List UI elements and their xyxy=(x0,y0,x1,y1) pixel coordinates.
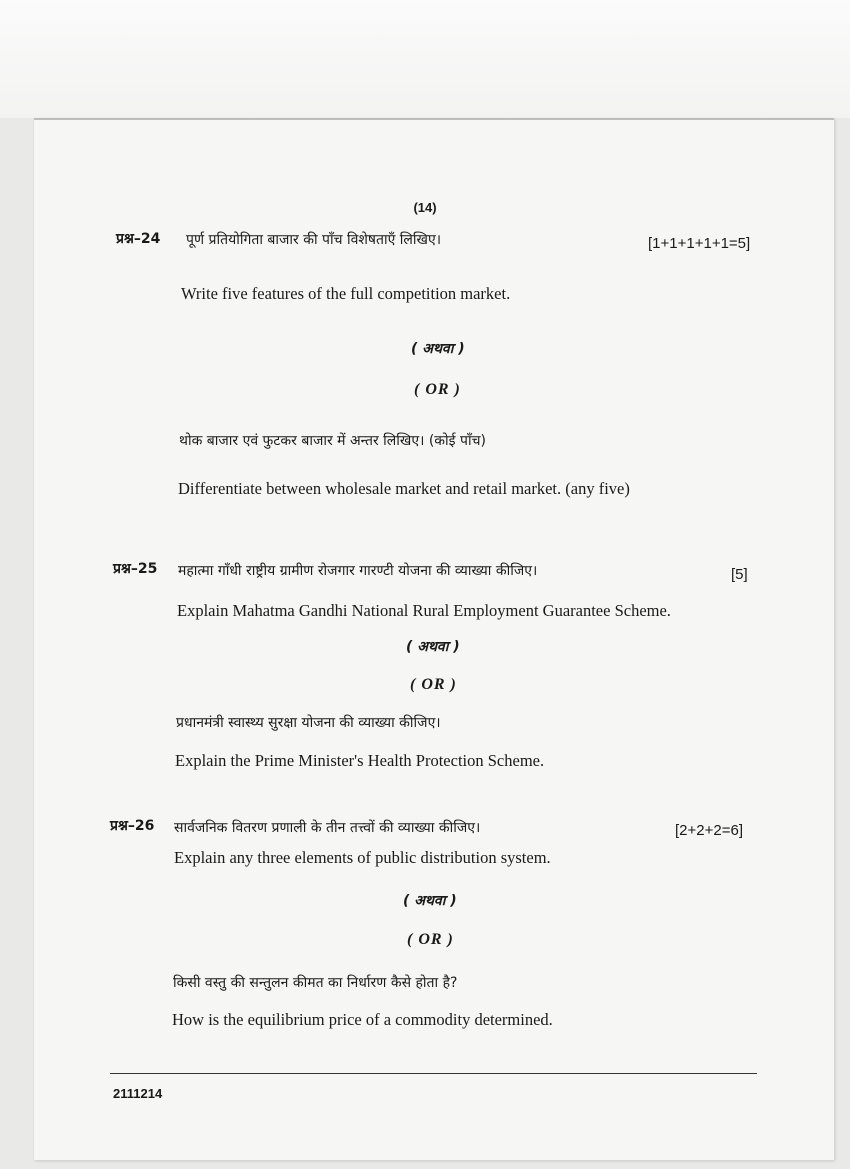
question-25-alt-english: Explain the Prime Minister's Health Protection Scheme. xyxy=(175,751,545,770)
question-24-english: Write five features of the full competition market. xyxy=(181,284,511,303)
footer-paper-code: 2111214 xyxy=(113,1086,163,1101)
question-26-marks: [2+2+2=6] xyxy=(675,822,743,839)
question-25-marks: [5] xyxy=(731,566,748,583)
question-26-alt-english: How is the equilibrium price of a commodity determined. xyxy=(172,1010,553,1029)
question-26-hindi: सार्वजनिक वितरण प्रणाली के तीन तत्त्वों की व्याख्या कीजिए। xyxy=(174,820,481,836)
question-25-or-hindi: ( अथवा ) xyxy=(406,639,460,655)
question-25-alt-hindi: प्रधानमंत्री स्वास्थ्य सुरक्षा योजना की व्याख्या कीजिए। xyxy=(176,715,441,731)
question-25-hindi: महात्मा गाँधी राष्ट्रीय ग्रामीण रोजगार गारण्टी योजना की व्याख्या कीजिए। xyxy=(178,563,538,579)
question-25-label: प्रश्न–25 xyxy=(113,561,158,577)
question-24-alt-english: Differentiate between wholesale market and retail market. (any five) xyxy=(178,479,630,498)
question-24-alt-hindi: थोक बाजार एवं फुटकर बाजार में अन्तर लिखिए। (कोई पाँच) xyxy=(179,433,486,449)
question-25-english: Explain Mahatma Gandhi National Rural Employment Guarantee Scheme. xyxy=(177,601,671,620)
question-24-hindi: पूर्ण प्रतियोगिता बाजार की पाँच विशेषताएँ लिखिए। xyxy=(186,232,442,248)
question-24-or-english: ( OR ) xyxy=(414,381,461,398)
question-26-or-english: ( OR ) xyxy=(407,931,454,948)
question-25-or-english: ( OR ) xyxy=(410,676,457,693)
question-24-label: प्रश्न–24 xyxy=(116,231,161,247)
question-26-or-hindi: ( अथवा ) xyxy=(403,893,457,909)
question-26-alt-hindi: किसी वस्तु की सन्तुलन कीमत का निर्धारण कैसे होता है? xyxy=(173,975,458,991)
question-24-marks: [1+1+1+1+1=5] xyxy=(648,235,751,252)
question-26-label: प्रश्न–26 xyxy=(110,818,155,834)
question-26-english: Explain any three elements of public distribution system. xyxy=(174,848,551,867)
question-24-or-hindi: ( अथवा ) xyxy=(411,341,465,357)
page-number: (14) xyxy=(413,200,437,215)
scan-background xyxy=(0,0,850,118)
footer-divider xyxy=(110,1073,757,1074)
